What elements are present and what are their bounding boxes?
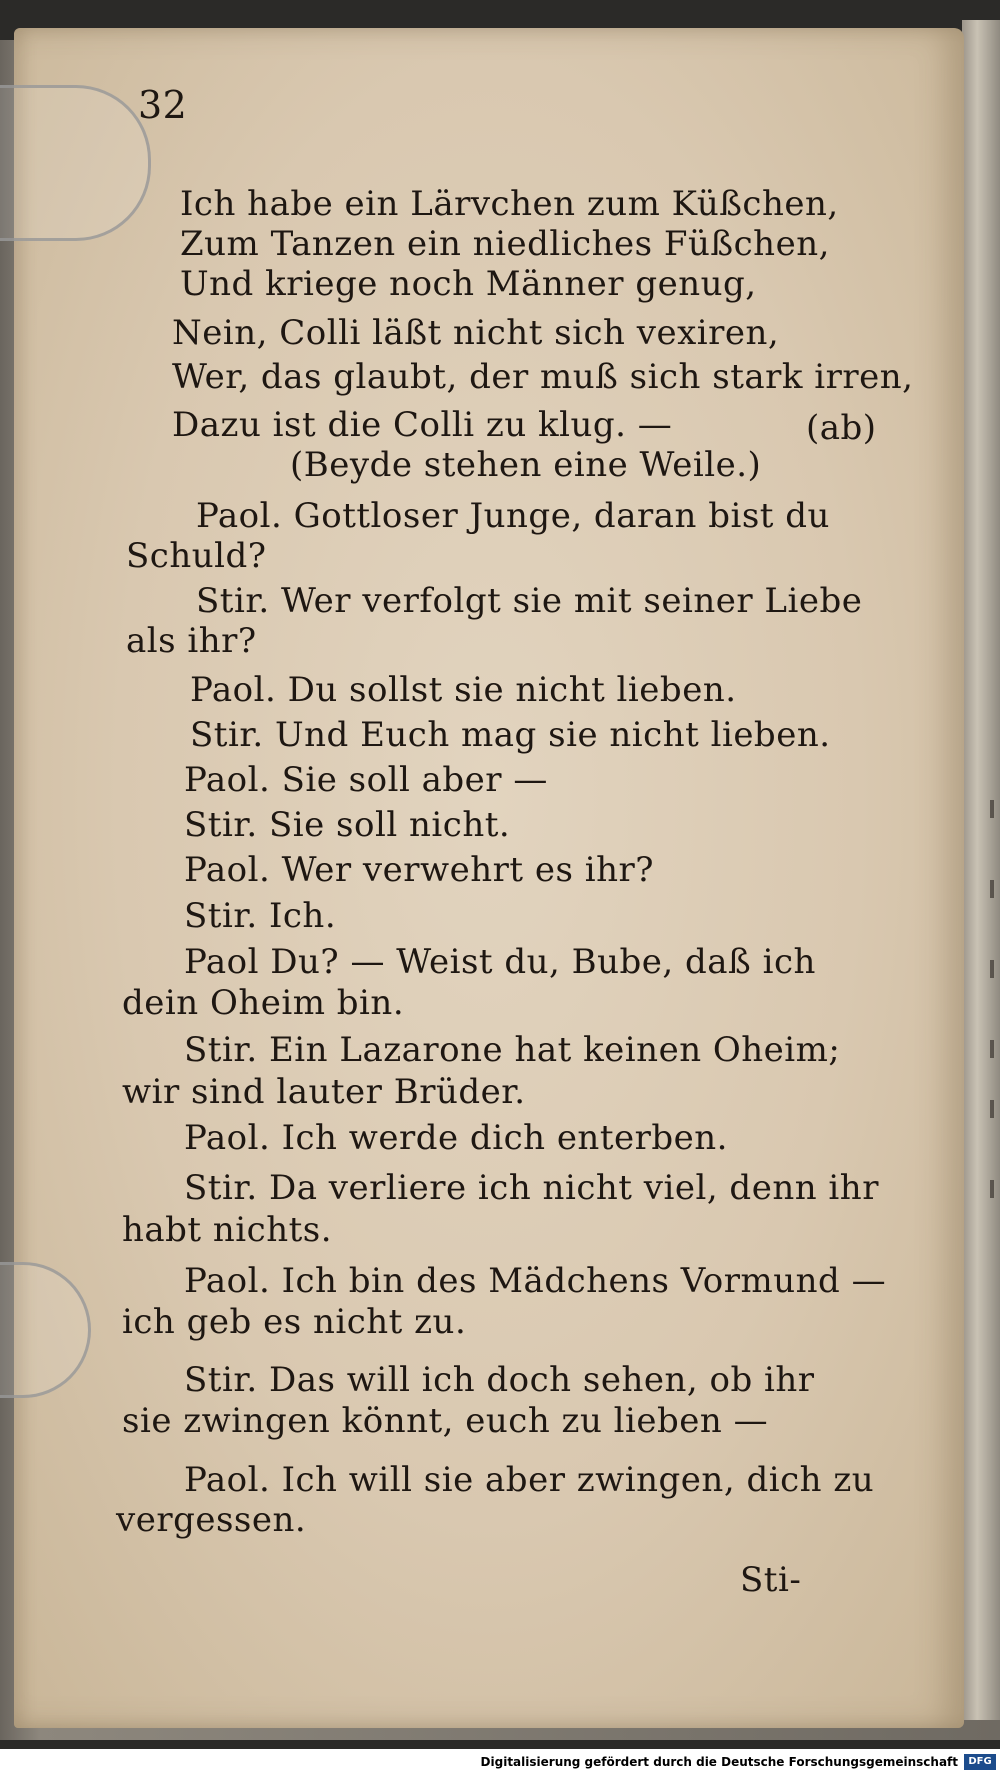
verse-line: Und kriege noch Männer genug, [180,264,757,304]
dialogue-line: vergessen. [116,1500,307,1540]
catchword: Sti- [740,1560,802,1600]
verse-line: Ich habe ein Lärvchen zum Küßchen, [180,184,839,224]
dialogue-line: Paol. Gottloser Junge, daran bist du [196,496,830,536]
dialogue-line: Paol. Ich will sie aber zwingen, dich zu [184,1460,875,1500]
dialogue-line: Stir. Ich. [184,896,337,936]
dialogue-line: Stir. Das will ich doch sehen, ob ihr [184,1360,815,1400]
dialogue-line: Stir. Und Euch mag sie nicht lieben. [190,715,831,755]
dialogue-line: Paol. Sie soll aber — [184,760,548,800]
verse-line: Zum Tanzen ein niedliches Füßchen, [180,224,830,264]
dialogue-line: Stir. Wer verfolgt sie mit seiner Liebe [196,581,863,621]
dfg-logo: DFG [964,1754,996,1770]
dialogue-line: Schuld? [126,536,267,576]
dialogue-line: ich geb es nicht zu. [122,1302,467,1342]
funding-credit: Digitalisierung gefördert durch die Deutsche Forschungsgemeinschaft [480,1755,958,1769]
dialogue-line: Paol. Ich bin des Mädchens Vormund — [184,1261,887,1301]
stage-direction-exit: (ab) [806,408,877,448]
dialogue-line: sie zwingen könnt, euch zu lieben — [122,1401,769,1441]
verse-line: Nein, Colli läßt nicht sich vexiren, [172,313,780,353]
dialogue-line: dein Oheim bin. [122,983,405,1023]
verse-line: Dazu ist die Colli zu klug. — [172,405,673,445]
dialogue-line: Stir. Sie soll nicht. [184,805,511,845]
verse-line: Wer, das glaubt, der muß sich stark irren, [172,357,914,397]
dialogue-line: wir sind lauter Brüder. [122,1072,526,1112]
dialogue-line: Stir. Da verliere ich nicht viel, denn ihr [184,1168,879,1208]
dialogue-line: Paol Du? — Weist du, Bube, daß ich [184,942,816,982]
dialogue-line: habt nichts. [122,1210,333,1250]
dialogue-line: Paol. Wer verwehrt es ihr? [184,850,654,890]
stage-direction: (Beyde stehen eine Weile.) [290,445,762,485]
dialogue-line: Stir. Ein Lazarone hat keinen Oheim; [184,1030,841,1070]
page-number: 32 [138,83,188,127]
dialogue-line: Paol. Du sollst sie nicht lieben. [190,670,737,710]
dialogue-line: Paol. Ich werde dich enterben. [184,1118,728,1158]
dialogue-line: als ihr? [126,621,257,661]
footer-bar [0,1749,1000,1773]
